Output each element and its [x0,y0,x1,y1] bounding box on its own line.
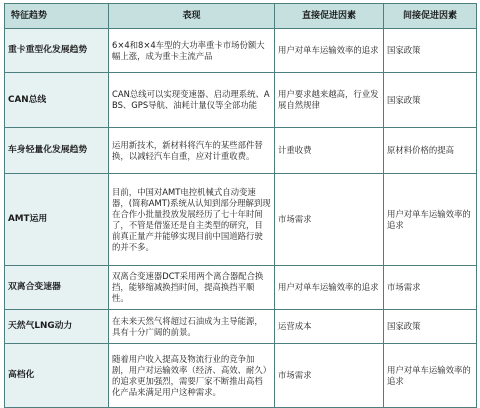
row-indirect-factor: 国家政策 [384,310,477,344]
row-performance: 运用新技术，新材料将汽车的某些部件替换，以减轻汽车自重，应对计重收费。 [109,128,275,174]
row-indirect-factor: 国家政策 [384,29,477,73]
table-row [5,344,477,408]
row-performance: 目前，中国对AMT电控机械式自动变速器，(简称AMT)系统从认知到部分理解到现在合作小批量投放发展经历了七十年时间了，不管是借鉴还是自主类型的研究，目前真正量产并能够实现目前中国道路行驶的并不多。 [109,174,275,266]
row-indirect-factor: 原材料价格的提高 [384,128,477,174]
row-feature: 天然气LNG动力 [5,310,109,344]
row-direct-factor: 市场需求 [275,174,384,266]
table-row [5,310,477,344]
table-row [5,29,477,73]
row-performance: 双离合变速器DCT采用两个离合器配合换挡，能够缩减换挡时间，提高换挡平顺性。 [109,266,275,310]
row-performance: 在未来天然气将超过石油成为主导能源，具有十分广阔的前景。 [109,310,275,344]
row-direct-factor: 用户对单车运输效率的追求 [275,29,384,73]
trend-factors-table [4,3,477,408]
row-indirect-factor: 国家政策 [384,73,477,128]
table-row [5,73,477,128]
row-direct-factor: 用户对单车运输效率的追求 [275,266,384,310]
row-feature: 重卡重型化发展趋势 [5,29,109,73]
row-performance: 6×4和8×4车型的大功率重卡市场份额大幅上涨，成为重卡主流产品 [109,29,275,73]
header-performance: 表现 [109,4,275,29]
table-row [5,266,477,310]
row-feature: CAN总线 [5,73,109,128]
row-performance: CAN总线可以实现变速器、启动理系统、ABS、GPS导航、油耗计量仪等全部功能 [109,73,275,128]
row-performance: 随着用户收入提高及物流行业的竞争加剧，用户对运输效率（经济、高效、耐久）的追求更加强烈，需要厂家不断推出高档化产品来满足用户这种需求。 [109,344,275,408]
row-direct-factor: 用户要求越来越高，行业发展自然规律 [275,73,384,128]
row-direct-factor: 计重收费 [275,128,384,174]
table-row [5,174,477,266]
row-indirect-factor: 市场需求 [384,266,477,310]
row-feature: 双离合变速器 [5,266,109,310]
row-feature: 高档化 [5,344,109,408]
header-feature: 特征趋势 [5,4,109,29]
table-header-row [5,4,477,29]
row-direct-factor: 运营成本 [275,310,384,344]
row-feature: AMT运用 [5,174,109,266]
row-feature: 车身轻量化发展趋势 [5,128,109,174]
row-indirect-factor: 用户对单车运输效率的追求 [384,174,477,266]
trend-table-container [4,3,476,408]
row-direct-factor: 市场需求 [275,344,384,408]
header-indirect-factor: 间接促进因素 [384,4,477,29]
table-row [5,128,477,174]
row-indirect-factor: 用户对单车运输效率的追求 [384,344,477,408]
header-direct-factor: 直接促进因素 [275,4,384,29]
